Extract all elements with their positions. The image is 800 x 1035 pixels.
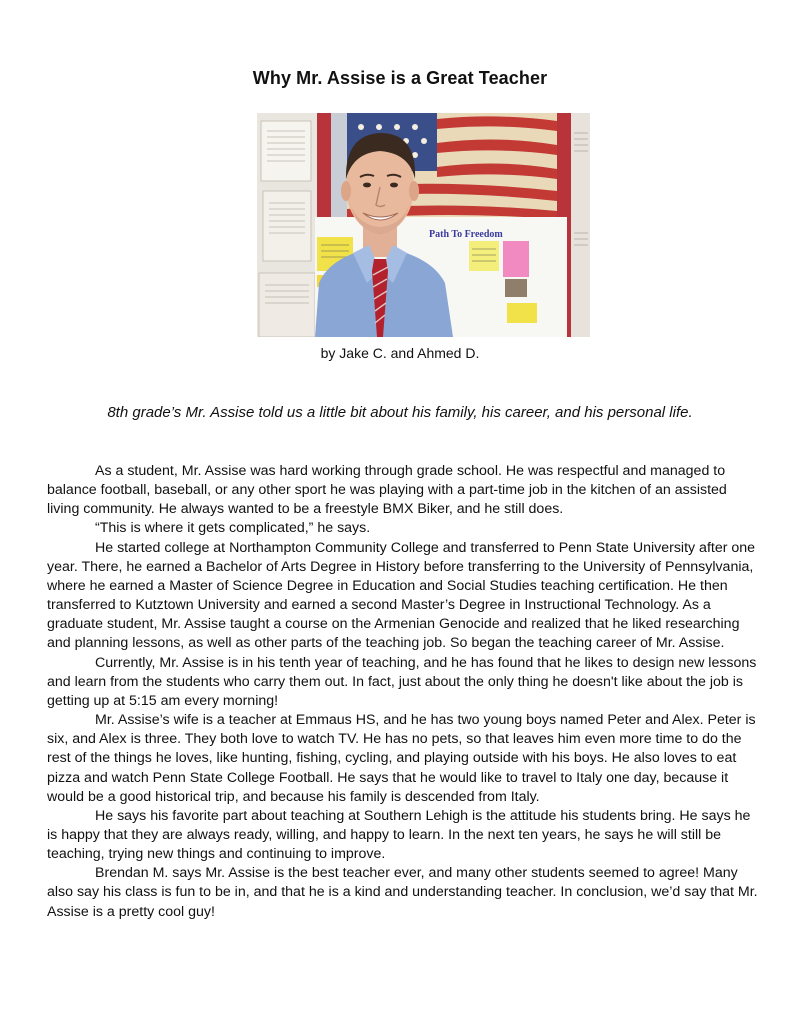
poster-heading: Path To Freedom xyxy=(429,229,503,240)
body-paragraph: Brendan M. says Mr. Assise is the best teacher ever, and many other students seemed to agree! Many also say his class is fun to be in, and that he is a kind and understanding teacher. In conclusion, we’d say that Mr. Assise is a pretty cool guy! xyxy=(47,865,758,920)
article-intro: 8th grade’s Mr. Assise told us a little bit about his family, his career, and his personal life. xyxy=(107,404,693,421)
body-paragraph: Mr. Assise’s wife is a teacher at Emmaus HS, and he has two young boys named Peter and Alex. Peter is six, and Alex is three. They both love to watch TV. He has no pets, so that leaves him even more time to do the rest of the things he loves, like hunting, fishing, cycling, and playing outside with his boys. He also loves to eat pizza and watch Penn State College Football. He says that he would like to travel to Italy one day, because it would be a good historical trip, and because his family is descended from Italy. xyxy=(47,712,756,805)
article-body xyxy=(47,462,762,922)
article-byline: by Jake C. and Ahmed D. xyxy=(320,345,480,361)
body-paragraph: “This is where it gets complicated,” he says. xyxy=(95,520,371,537)
teacher-photo xyxy=(257,113,590,337)
article-title: Why Mr. Assise is a Great Teacher xyxy=(252,68,548,88)
body-paragraph: He started college at Northampton Community College and transferred to Penn State University after one year. There, he earned a Bachelor of Arts Degree in History before transferring to the University of Pennsylvania, where he earned a Master of Science Degree in Education and Social Studies teaching certification. He then transferred to Kutztown University and earned a second Master’s Degree in Instructional Technology. As a graduate student, Mr. Assise taught a course on the Armenian Genocide and realized that he liked researching and planning lessons, as well as other parts of the teaching job. So began the teaching career of Mr. Assise. xyxy=(47,539,756,652)
body-paragraph: Currently, Mr. Assise is in his tenth year of teaching, and he has found that he likes to design new lessons and learn from the students who carry them out. In fact, just about the only thing he doesn't like about the job is getting up at 5:15 am every morning! xyxy=(47,654,757,709)
body-paragraph: As a student, Mr. Assise was hard working through grade school. He was respectful and managed to balance football, baseball, or any other sport he was playing with a part-time job in the kitchen of an assisted living community. He always wanted to be a freestyle BMX Biker, and he still does. xyxy=(47,463,727,518)
body-paragraph: He says his favorite part about teaching at Southern Lehigh is the attitude his students bring. He says he is happy that they are always ready, willing, and happy to learn. In the next ten years, he says he will still be teaching, trying new things and continuing to improve. xyxy=(47,807,751,863)
